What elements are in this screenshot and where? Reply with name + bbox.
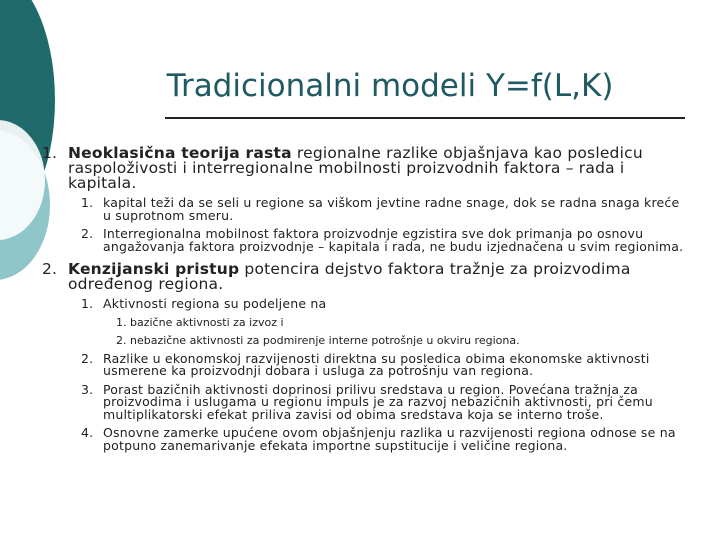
sub-item-text: Razlike u ekonomskoj razvijenosti direktna su posledica obima ekonomske aktivnosti usmerene ka proizvodnji dobara i usluga za potrošnju van regiona. <box>103 350 650 378</box>
slide-title: Tradicionalni modeli Y=f(L,K) <box>166 68 614 104</box>
item-number: 2. <box>42 260 58 278</box>
sub-item-text: Interregionalna mobilnost faktora proizvodnje egzistira sve dok primanja po osnovu angažovanja faktora proizvodnje – kapitala i rada, ne budu izjednačena u svim regionima. <box>103 226 684 254</box>
list-item-neoclassical <box>40 146 685 191</box>
item-text: potencira dejstvo faktora tražnje za proizvodima određenog regiona. <box>68 260 631 293</box>
sub-item <box>40 228 685 253</box>
sub-item <box>40 350 685 378</box>
sub-sub-item-text: nebazične aktivnosti za podmirenje interne potrošnje u okviru regiona. <box>130 333 520 347</box>
sub-item-number: 2. <box>81 226 94 241</box>
sub-item-text: Aktivnosti regiona su podeljene na <box>103 296 327 311</box>
sub-sub-item-number: 1. <box>116 315 127 329</box>
sub-item-text: Porast bazičnih aktivnosti doprinosi prilivu sredstava u region. Povećana tražnja za proizvodima i uslugama u regionu impuls je za razvoj nebazičnih aktivnosti, pri čemu multiplikatorski efekat priliva zavisi od obima sredstava koja se interno troše. <box>103 381 653 422</box>
title-underline <box>165 117 685 119</box>
sub-sub-item-number: 2. <box>116 333 127 347</box>
sub-item-number: 3. <box>81 381 94 397</box>
sub-sub-item-text: bazične aktivnosti za izvoz i <box>130 315 284 329</box>
sub-item-number: 2. <box>81 350 94 366</box>
sub-sub-item <box>40 335 685 347</box>
sub-item-text: Osnovne zamerke upućene ovom objašnjenju razlika u razvijenosti regiona odnose se na potpuno zanemarivanje efekata importne supstitucije i veličine regiona. <box>103 425 676 453</box>
sub-sub-item <box>40 317 685 329</box>
sub-item-number: 1. <box>81 195 94 210</box>
sub-item <box>40 427 685 452</box>
list-item-keynesian <box>40 262 685 292</box>
sub-item-text: kapital teži da se seli u regione sa viškom jevtine radne snage, dok se radna snaga kreće u suprotnom smeru. <box>103 195 680 223</box>
sub-item-number: 1. <box>81 296 94 311</box>
sub-item <box>40 298 685 311</box>
sub-item-number: 4. <box>81 425 94 440</box>
sub-item <box>40 381 685 422</box>
item-heading: Kenzijanski pristup <box>68 260 240 278</box>
item-text: regionalne razlike objašnjava kao posledicu raspoloživosti i interregionalne mobilnosti proizvodnih faktora – rada i kapitala. <box>68 144 643 192</box>
sub-item <box>40 197 685 222</box>
item-number: 1. <box>42 144 58 162</box>
item-heading: Neoklasična teorija rasta <box>68 144 292 162</box>
slide-content <box>40 146 685 458</box>
